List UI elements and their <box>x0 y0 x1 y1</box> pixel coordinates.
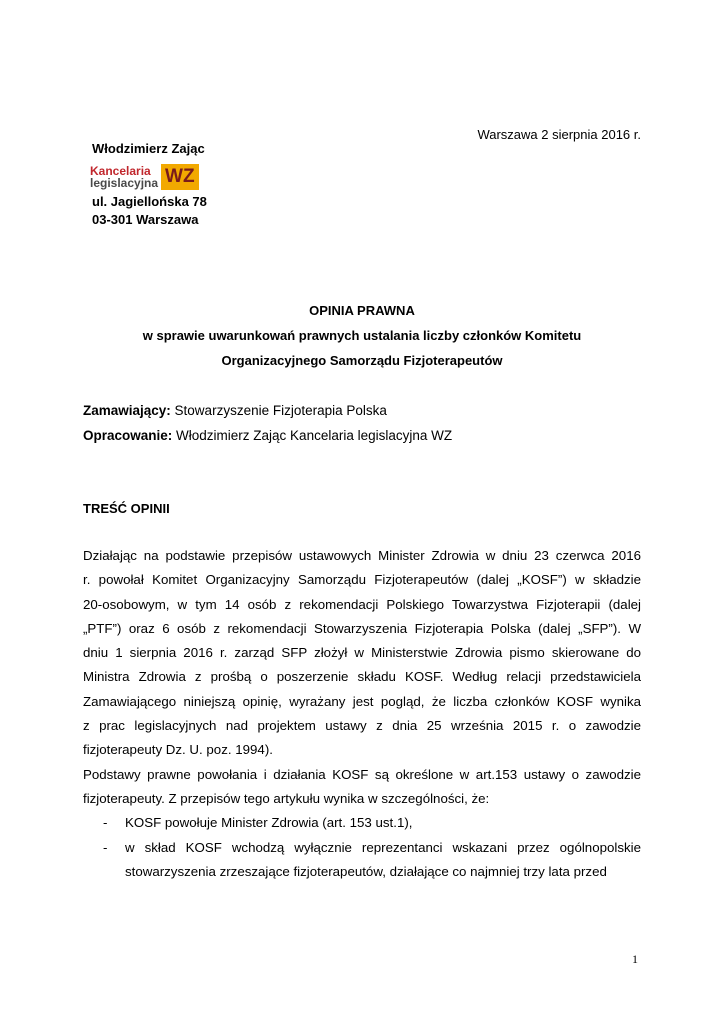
paragraph-line: Podstawy prawne powołania i działania KOSF są określone w art.153 ustawy o zawodzie <box>83 766 641 782</box>
logo-text <box>90 165 158 189</box>
page-number: 1 <box>632 952 638 966</box>
author-name: Włodzimierz Zając <box>92 141 205 156</box>
paragraph-line: fizjoterapeuty. Z przepisów tego artykułu wynika w szczególności, że: <box>83 790 490 806</box>
kancelaria-logo <box>90 163 212 191</box>
paragraph-line: Zamawiającego niniejszą opinię, wyrażany jest pogląd, że liczba członków KOSF wynika <box>83 693 641 709</box>
address-street: ul. Jagiellońska 78 <box>92 194 207 209</box>
opinion-body <box>83 544 641 884</box>
list-item <box>83 811 641 835</box>
document-subtitle-line1: w sprawie uwarunkowań prawnych ustalania liczby członków Komitetu <box>142 328 582 343</box>
prepared-value: Włodzimierz Zając Kancelaria legislacyjna WZ <box>172 428 453 443</box>
paragraph-line: r. powołał Komitet Organizacyjny Samorządu Fizjoterapeutów (dalej „KOSF”) w składzie <box>83 572 641 588</box>
paragraph-2 <box>83 763 641 812</box>
address-city: 03-301 Warszawa <box>92 212 199 227</box>
logo-line1: Kancelaria <box>90 164 151 178</box>
paragraph-line: Działając na podstawie przepisów ustawowych Minister Zdrowia w dniu 23 czerwca 2016 <box>83 548 641 563</box>
paragraph-line: „PTF”) oraz 6 osób z rekomendacji Stowarzyszenia Fizjoterapia Polska (dalej „SFP”). W <box>83 620 641 636</box>
client-value: Stowarzyszenie Fizjoterapia Polska <box>170 403 387 418</box>
logo-wz-mark: WZ <box>161 164 199 190</box>
paragraph-line: fizjoterapeuty Dz. U. poz. 1994). <box>83 742 273 758</box>
document-title: OPINIA PRAWNA <box>309 303 415 318</box>
paragraph-line: dniu 1 sierpnia 2016 r. zarząd SFP złożył w Ministerstwie Zdrowia pismo skierowane do <box>83 645 641 661</box>
client-label: Zamawiający: <box>83 403 171 418</box>
paragraph-line: 20-osobowym, w tym 14 osób z rekomendacji Polskiego Towarzystwa Fizjoterapii (dalej <box>83 596 641 612</box>
client-line <box>83 403 387 418</box>
list-item-text: stowarzyszenia zrzeszające fizjoterapeutów, działające co najmniej trzy lata przed <box>125 863 607 879</box>
logo-line2: legislacyjna <box>90 176 159 190</box>
section-heading: TREŚĆ OPINII <box>83 501 170 516</box>
paragraph-1 <box>83 544 641 763</box>
list-dash: - <box>103 839 108 855</box>
prepared-label: Opracowanie: <box>83 428 173 443</box>
list-item-text: KOSF powołuje Minister Zdrowia (art. 153 ust.1), <box>125 815 413 831</box>
list-item-text: w skład KOSF wchodzą wyłącznie reprezentanci wskazani przez ogólnopolskie <box>125 839 641 855</box>
document-date: Warszawa 2 sierpnia 2016 r. <box>477 127 641 142</box>
document-subtitle-line2: Organizacyjnego Samorządu Fizjoterapeutów <box>221 353 503 368</box>
list-item <box>83 836 641 885</box>
paragraph-line: z prac legislacyjnych nad projektem ustawy z dnia 25 września 2015 r. o zawodzie <box>83 718 641 734</box>
provisions-list <box>83 811 641 884</box>
prepared-by-line <box>83 428 452 443</box>
list-dash: - <box>103 815 108 831</box>
paragraph-line: Ministra Zdrowia z prośbą o poszerzenie składu KOSF. Według relacji przedstawiciela <box>83 669 641 685</box>
